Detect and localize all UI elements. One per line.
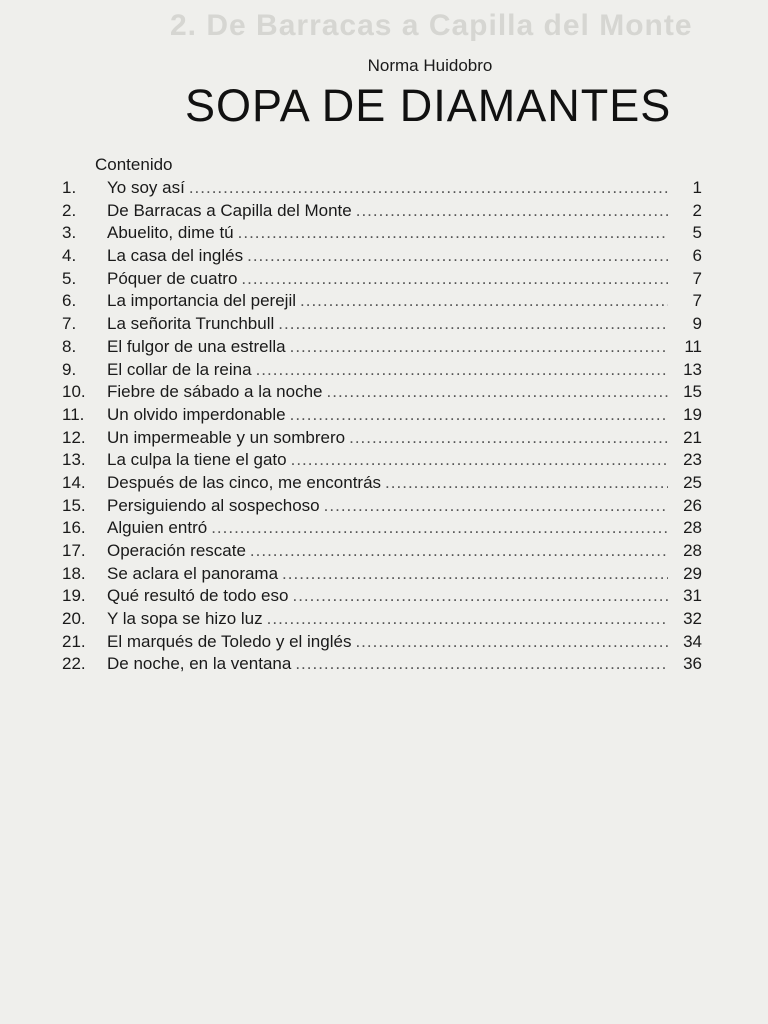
entry-page: 7 xyxy=(692,291,702,311)
leader-dots xyxy=(267,608,668,630)
entry-page: 2 xyxy=(692,200,702,220)
entry-page: 25 xyxy=(683,472,702,492)
entry-title: El marqués de Toledo y el inglés xyxy=(107,631,352,651)
entry-title: Persiguiendo al sospechoso xyxy=(107,495,320,515)
toc-entry xyxy=(62,381,702,404)
leader-dots xyxy=(290,336,668,358)
entry-title: Qué resultó de todo eso xyxy=(107,586,289,606)
entry-title: De Barracas a Capilla del Monte xyxy=(107,200,352,220)
entry-number: 20. xyxy=(62,609,86,629)
contents-heading: Contenido xyxy=(95,155,173,174)
toc-entry xyxy=(62,336,702,359)
toc-entry xyxy=(62,359,702,382)
leader-dots xyxy=(292,585,668,607)
entry-number: 8. xyxy=(62,336,77,356)
toc-entry xyxy=(62,222,702,245)
entry-title: El collar de la reina xyxy=(107,359,252,379)
leader-dots xyxy=(211,517,668,539)
entry-title: La casa del inglés xyxy=(107,246,244,266)
toc-entry xyxy=(62,540,702,563)
entry-page: 23 xyxy=(683,450,702,470)
entry-number: 13. xyxy=(62,450,86,470)
leader-dots xyxy=(324,495,668,517)
entry-number: 14. xyxy=(62,472,86,492)
entry-page: 29 xyxy=(683,563,702,583)
entry-number: 7. xyxy=(62,314,77,334)
entry-page: 6 xyxy=(692,246,702,266)
book-title: SOPA DE DIAMANTES xyxy=(185,80,672,131)
toc-entry xyxy=(62,472,702,495)
entry-title: De noche, en la ventana xyxy=(107,654,292,674)
leader-dots xyxy=(238,222,668,244)
entry-number: 22. xyxy=(62,654,86,674)
table-of-contents xyxy=(62,177,702,676)
entry-title: Operación rescate xyxy=(107,541,246,560)
toc-entry xyxy=(62,200,702,223)
entry-page: 13 xyxy=(683,359,702,379)
entry-page: 11 xyxy=(684,336,702,356)
entry-title: La importancia del perejil xyxy=(107,291,296,311)
entry-number: 17. xyxy=(62,541,86,560)
entry-number: 12. xyxy=(62,427,86,447)
leader-dots xyxy=(349,427,668,449)
entry-page: 28 xyxy=(683,541,702,560)
entry-page: 15 xyxy=(683,382,702,402)
entry-page: 28 xyxy=(683,518,702,538)
toc-entry xyxy=(62,563,702,586)
entry-page: 31 xyxy=(683,586,702,606)
toc-entry xyxy=(62,517,702,540)
bleed-through-heading: 2. De Barracas a Capilla del Monte xyxy=(170,9,693,42)
toc-entry xyxy=(62,608,702,631)
leader-dots xyxy=(355,631,668,653)
entry-number: 4. xyxy=(62,246,77,266)
entry-page: 34 xyxy=(683,631,702,651)
toc-entry xyxy=(62,631,702,654)
leader-dots xyxy=(356,200,668,222)
entry-page: 7 xyxy=(692,268,702,288)
entry-page: 1 xyxy=(692,178,702,197)
leader-dots xyxy=(291,449,668,471)
leader-dots xyxy=(241,268,668,290)
leader-dots xyxy=(282,563,668,585)
entry-page: 21 xyxy=(683,427,702,447)
entry-number: 11. xyxy=(62,404,85,424)
entry-title: Yo soy así xyxy=(107,178,185,197)
entry-page: 32 xyxy=(683,609,702,629)
entry-title: Alguien entró xyxy=(107,518,208,538)
entry-number: 5. xyxy=(62,268,77,288)
toc-entry xyxy=(62,495,702,518)
entry-title: Un olvido imperdonable xyxy=(107,404,286,424)
entry-title: Después de las cinco, me encontrás xyxy=(107,472,382,492)
leader-dots xyxy=(385,472,668,494)
entry-number: 16. xyxy=(62,518,86,538)
entry-number: 10. xyxy=(62,382,86,402)
entry-title: Se aclara el panorama xyxy=(107,563,279,583)
toc-entry xyxy=(62,313,702,336)
leader-dots xyxy=(300,290,668,312)
entry-title: Póquer de cuatro xyxy=(107,268,238,288)
entry-number: 18. xyxy=(62,563,86,583)
leader-dots xyxy=(250,540,668,562)
entry-page: 26 xyxy=(683,495,702,515)
entry-number: 3. xyxy=(62,223,77,243)
entry-title: La señorita Trunchbull xyxy=(107,314,275,334)
entry-page: 9 xyxy=(692,314,702,334)
entry-title: La culpa la tiene el gato xyxy=(107,450,287,470)
toc-entry xyxy=(62,449,702,472)
toc-entry xyxy=(62,177,702,200)
entry-number: 21. xyxy=(62,631,86,651)
toc-entry xyxy=(62,268,702,291)
entry-number: 6. xyxy=(62,291,77,311)
leader-dots xyxy=(256,359,668,381)
toc-entry xyxy=(62,245,702,268)
author: Norma Huidobro xyxy=(367,56,493,75)
entry-page: 36 xyxy=(683,654,702,674)
leader-dots xyxy=(290,404,668,426)
entry-number: 9. xyxy=(62,359,77,379)
leader-dots xyxy=(189,177,668,199)
leader-dots xyxy=(327,381,669,403)
leader-dots xyxy=(295,653,668,675)
entry-number: 2. xyxy=(62,200,77,220)
entry-title: Un impermeable y un sombrero xyxy=(107,427,346,447)
toc-entry xyxy=(62,427,702,450)
entry-number: 15. xyxy=(62,495,86,515)
entry-number: 1. xyxy=(62,178,77,197)
toc-entry xyxy=(62,585,702,608)
entry-title: Fiebre de sábado a la noche xyxy=(107,382,323,402)
entry-title: Y la sopa se hizo luz xyxy=(107,609,263,629)
entry-title: Abuelito, dime tú xyxy=(107,223,234,243)
toc-entry xyxy=(62,653,702,676)
leader-dots xyxy=(247,245,668,267)
toc-entry xyxy=(62,404,702,427)
entry-number: 19. xyxy=(62,586,86,606)
leader-dots xyxy=(278,313,668,335)
toc-entry xyxy=(62,290,702,313)
entry-page: 19 xyxy=(683,404,702,424)
entry-page: 5 xyxy=(692,223,702,243)
entry-title: El fulgor de una estrella xyxy=(107,336,286,356)
